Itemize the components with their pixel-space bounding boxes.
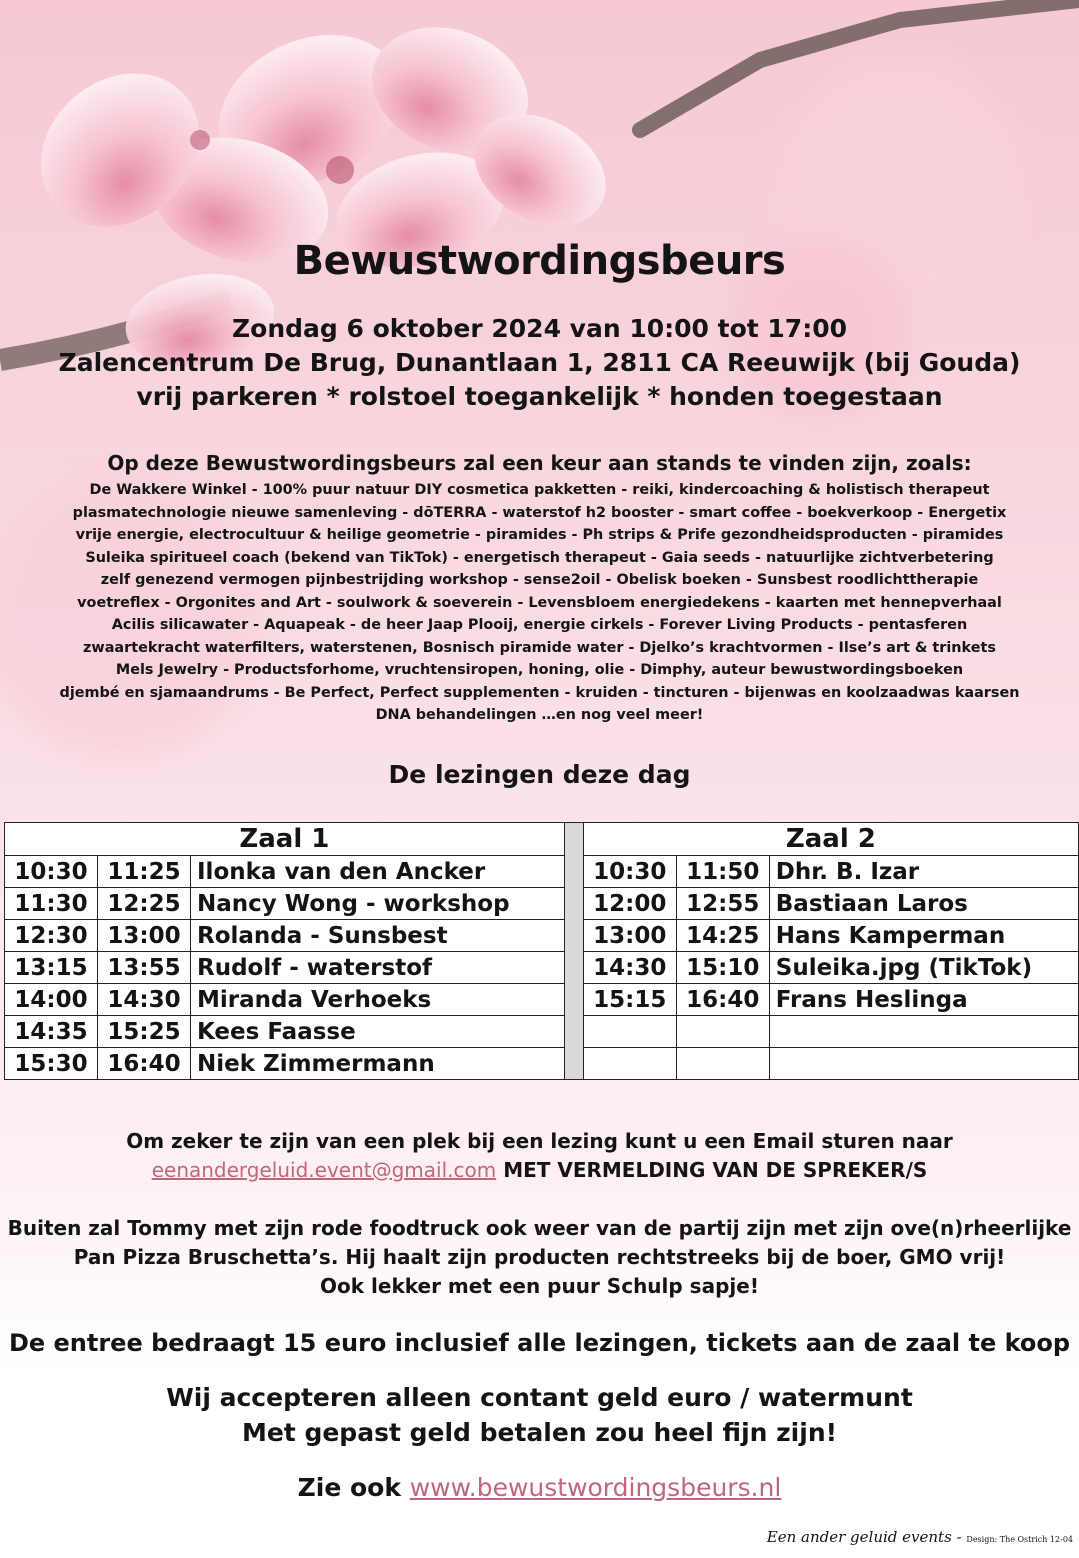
zaal1-speaker: Niek Zimmermann bbox=[191, 1048, 565, 1080]
zaal1-end: 16:40 bbox=[98, 1048, 191, 1080]
stands-line: zelf genezend vermogen pijnbestrijding workshop - sense2oil - Obelisk boeken - Sunsbest roodlichttherapie bbox=[100, 572, 979, 588]
zaal2-start bbox=[583, 1016, 676, 1048]
zaal1-end: 14:30 bbox=[98, 984, 191, 1016]
stands-line: Acilis silicawater - Aquapeak - de heer Jaap Plooij, energie cirkels - Forever Living Products - pentasferen bbox=[111, 617, 968, 633]
zaal2-speaker: Frans Heslinga bbox=[769, 984, 1078, 1016]
zaal2-end: 16:40 bbox=[676, 984, 769, 1016]
zaal1-end: 13:00 bbox=[98, 920, 191, 952]
email-link[interactable]: eenandergeluid.event@gmail.com bbox=[151, 1158, 497, 1182]
event-title: Bewustwordingsbeurs bbox=[293, 238, 786, 284]
zaal2-end bbox=[676, 1016, 769, 1048]
lectures-heading: De lezingen deze dag bbox=[388, 760, 691, 789]
zaal1-start: 14:00 bbox=[5, 984, 98, 1016]
zaal1-speaker: Rudolf - waterstof bbox=[191, 952, 565, 984]
zaal1-start: 13:15 bbox=[5, 952, 98, 984]
zaal1-speaker: Miranda Verhoeks bbox=[191, 984, 565, 1016]
reservation-note bbox=[0, 1127, 1079, 1185]
foodtruck-line: Buiten zal Tommy met zijn rode foodtruck ook weer van de partij zijn met zijn ove(n)rheerlijke bbox=[7, 1216, 1072, 1240]
stands-line: Mels Jewelry - Productsforhome, vruchtensiropen, honing, olie - Dimphy, auteur bewustwordingsboeken bbox=[115, 662, 964, 678]
payment-info bbox=[0, 1380, 1079, 1450]
zaal2-end: 15:10 bbox=[676, 952, 769, 984]
zaal1-start: 14:35 bbox=[5, 1016, 98, 1048]
zaal2-header: Zaal 2 bbox=[583, 823, 1078, 856]
table-header-row bbox=[5, 823, 1079, 856]
payment-line: Wij accepteren alleen contant geld euro / watermunt bbox=[166, 1383, 913, 1412]
stands-line: vrije energie, electrocultuur & heilige geometrie - piramides - Ph strips & Prife gezondheidsproducten - piramides bbox=[75, 527, 1004, 543]
website-link[interactable]: www.bewustwordingsbeurs.nl bbox=[409, 1473, 782, 1502]
foodtruck-line: Ook lekker met een puur Schulp sapje! bbox=[320, 1274, 759, 1298]
foodtruck-line: Pan Pizza Bruschetta’s. Hij haalt zijn producten rechtstreeks bij de boer, GMO vrij! bbox=[73, 1245, 1006, 1269]
zaal2-start: 10:30 bbox=[583, 856, 676, 888]
lectures-schedule-table bbox=[4, 822, 1079, 1080]
zaal2-start: 14:30 bbox=[583, 952, 676, 984]
zaal1-speaker: Rolanda - Sunsbest bbox=[191, 920, 565, 952]
stands-heading: Op deze Bewustwordingsbeurs zal een keur aan stands te vinden zijn, zoals: bbox=[107, 451, 972, 475]
zaal1-end: 15:25 bbox=[98, 1016, 191, 1048]
table-row bbox=[5, 952, 1079, 984]
table-row bbox=[5, 888, 1079, 920]
zaal1-header: Zaal 1 bbox=[5, 823, 565, 856]
zaal1-end: 12:25 bbox=[98, 888, 191, 920]
zaal1-start: 12:30 bbox=[5, 920, 98, 952]
zaal2-start: 13:00 bbox=[583, 920, 676, 952]
zaal1-end: 11:25 bbox=[98, 856, 191, 888]
zaal2-start: 15:15 bbox=[583, 984, 676, 1016]
stands-line: De Wakkere Winkel - 100% puur natuur DIY cosmetica pakketten - reiki, kindercoaching & holistisch therapeut bbox=[89, 482, 990, 498]
table-row bbox=[5, 984, 1079, 1016]
table-row bbox=[5, 1016, 1079, 1048]
table-row bbox=[5, 920, 1079, 952]
table-row bbox=[5, 856, 1079, 888]
event-date: Zondag 6 oktober 2024 van 10:00 tot 17:00 bbox=[232, 314, 847, 343]
zaal2-start bbox=[583, 1048, 676, 1080]
zaal2-speaker bbox=[769, 1048, 1078, 1080]
reservation-email-line bbox=[0, 1156, 1079, 1185]
table-divider bbox=[564, 823, 583, 1080]
zaal2-speaker: Dhr. B. Izar bbox=[769, 856, 1078, 888]
footer-brand: Een ander geluid events - bbox=[766, 1528, 962, 1546]
event-info bbox=[0, 312, 1079, 414]
event-venue: Zalencentrum De Brug, Dunantlaan 1, 2811 CA Reeuwijk (bij Gouda) bbox=[58, 348, 1021, 377]
footer-credit bbox=[767, 1528, 1073, 1546]
zaal2-end: 11:50 bbox=[676, 856, 769, 888]
foodtruck-note bbox=[0, 1214, 1079, 1301]
zaal1-speaker: Nancy Wong - workshop bbox=[191, 888, 565, 920]
see-also-label: Zie ook bbox=[297, 1473, 401, 1502]
zaal1-start: 10:30 bbox=[5, 856, 98, 888]
zaal1-speaker: Ilonka van den Ancker bbox=[191, 856, 565, 888]
stands-line: DNA behandelingen …en nog veel meer! bbox=[375, 707, 704, 723]
reservation-line: Om zeker te zijn van een plek bij een lezing kunt u een Email sturen naar bbox=[126, 1129, 953, 1153]
payment-line: Met gepast geld betalen zou heel fijn zijn! bbox=[241, 1418, 838, 1447]
stands-line: zwaartekracht waterfilters, waterstenen, Bosnisch piramide water - Djelko’s krachtvormen - Ilse’s art & trinkets bbox=[83, 639, 996, 656]
stands-list bbox=[10, 479, 1069, 727]
zaal2-end: 12:55 bbox=[676, 888, 769, 920]
stands-line: Suleika spiritueel coach (bekend van TikTok) - energetisch therapeut - Gaia seeds - natuurlijke zichtverbetering bbox=[85, 549, 994, 566]
website-line bbox=[0, 1470, 1079, 1505]
zaal2-end: 14:25 bbox=[676, 920, 769, 952]
zaal2-speaker bbox=[769, 1016, 1078, 1048]
zaal1-start: 15:30 bbox=[5, 1048, 98, 1080]
zaal1-start: 11:30 bbox=[5, 888, 98, 920]
reservation-suffix: MET VERMELDING VAN DE SPREKER/S bbox=[503, 1158, 928, 1182]
table-row bbox=[5, 1048, 1079, 1080]
footer-design: Design: The Ostrich 12-04 bbox=[966, 1535, 1073, 1544]
zaal1-speaker: Kees Faasse bbox=[191, 1016, 565, 1048]
zaal2-start: 12:00 bbox=[583, 888, 676, 920]
zaal2-speaker: Bastiaan Laros bbox=[769, 888, 1078, 920]
stands-line: djembé en sjamaandrums - Be Perfect, Perfect supplementen - kruiden - tincturen - bijenwas en koolzaadwas kaarsen bbox=[59, 684, 1020, 701]
stands-line: voetreflex - Orgonites and Art - soulwork & soeverein - Levensbloem energiedekens - kaarten met hennepverhaal bbox=[77, 594, 1002, 611]
stands-line: plasmatechnologie nieuwe samenleving - dōTERRA - waterstof h2 booster - smart coffee - boekverkoop - Energetix bbox=[72, 504, 1007, 521]
entry-price: De entree bedraagt 15 euro inclusief alle lezingen, tickets aan de zaal te koop bbox=[8, 1329, 1071, 1357]
zaal1-end: 13:55 bbox=[98, 952, 191, 984]
zaal2-speaker: Hans Kamperman bbox=[769, 920, 1078, 952]
zaal2-speaker: Suleika.jpg (TikTok) bbox=[769, 952, 1078, 984]
zaal2-end bbox=[676, 1048, 769, 1080]
event-amenities: vrij parkeren * rolstoel toegankelijk * honden toegestaan bbox=[136, 382, 943, 411]
